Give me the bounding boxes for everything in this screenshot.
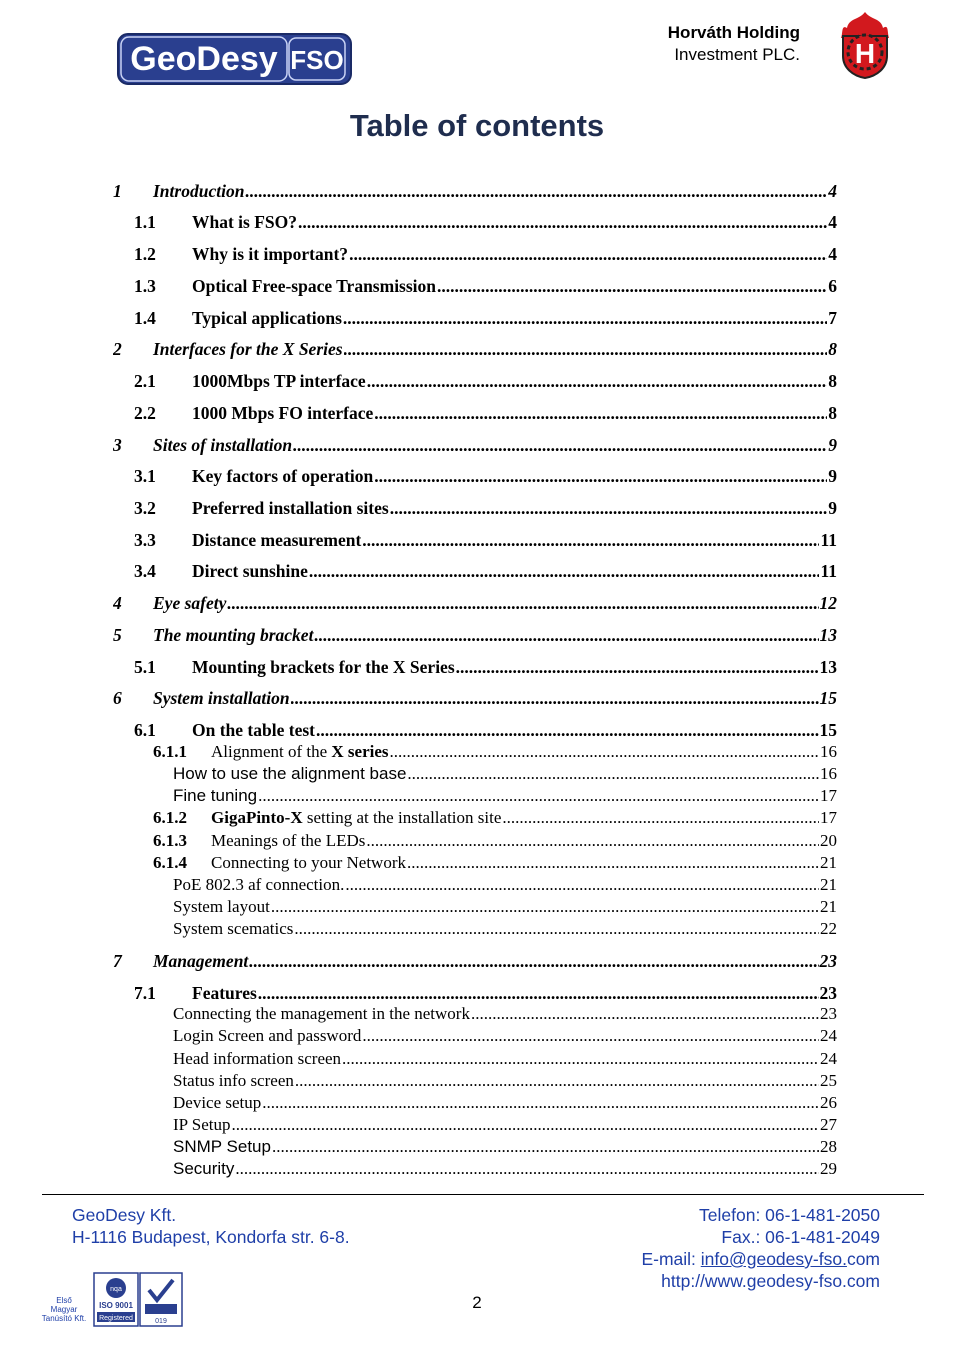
toc-entry-title: Direct sunshine: [192, 561, 308, 581]
toc-page-number: 20: [820, 831, 837, 850]
toc-page-number: 4: [828, 244, 837, 264]
toc-entry-number: 5.1: [134, 657, 156, 677]
toc-entry[interactable]: [153, 742, 837, 762]
toc-entry-number: 4: [113, 593, 122, 613]
toc-page-number: 6: [828, 276, 837, 296]
toc-entry-title-part: setting at the installation site: [302, 808, 502, 827]
toc-entry-title: Why is it important?: [192, 244, 349, 264]
toc-entry-number: 6.1.4: [153, 853, 187, 872]
toc-entry[interactable]: [134, 244, 837, 265]
toc-entry[interactable]: [173, 1004, 837, 1024]
company-name: Horváth Holding: [667, 23, 800, 42]
toc-entry[interactable]: [134, 498, 837, 519]
toc-entry[interactable]: [153, 808, 837, 828]
toc-page-number: 9: [828, 498, 837, 518]
toc-entry[interactable]: [134, 403, 837, 424]
toc-entry-title: Security: [173, 1159, 235, 1178]
toc-dot-leader: [294, 919, 819, 939]
company-sub: Investment PLC.: [674, 45, 800, 64]
toc-dot-leader: [367, 371, 828, 392]
footer-web-link[interactable]: http://www.geodesy-fso.com: [661, 1271, 880, 1291]
toc-entry[interactable]: [173, 1093, 837, 1113]
toc-page-number: 25: [820, 1071, 837, 1090]
toc-dot-leader: [456, 657, 819, 678]
toc-page-number: 4: [828, 181, 837, 201]
toc-page-number: 29: [820, 1159, 837, 1178]
toc-entry-title: Management: [153, 951, 249, 971]
toc-entry-title: Connecting the management in the network: [173, 1004, 470, 1023]
toc-entry-title: Features: [192, 983, 257, 1003]
toc-entry-title: PoE 802.3 af connection.: [173, 875, 345, 894]
toc-dot-leader: [407, 764, 819, 784]
toc-dot-leader: [390, 498, 828, 519]
toc-entry[interactable]: [173, 1137, 837, 1157]
toc-entry[interactable]: [113, 339, 837, 360]
toc-page-number: 12: [819, 593, 837, 613]
toc-entry-title: [211, 742, 389, 762]
toc-page-number: 24: [820, 1026, 837, 1045]
toc-entry[interactable]: [134, 212, 837, 233]
toc-entry-number: 2: [113, 339, 122, 359]
footer-divider: [42, 1194, 924, 1195]
toc-entry-number: 6.1.1: [153, 742, 187, 761]
toc-entry[interactable]: [134, 983, 837, 1004]
toc-entry-number: 7: [113, 951, 122, 971]
toc-entry[interactable]: [173, 786, 837, 806]
toc-entry-title: Distance measurement: [192, 530, 362, 550]
toc-dot-leader: [437, 276, 827, 297]
toc-entry[interactable]: [113, 593, 837, 614]
toc-entry-title-part: X series: [331, 742, 389, 761]
toc-page-number: 9: [828, 435, 837, 455]
toc-page-number: 8: [828, 403, 837, 423]
toc-entry-title: [211, 808, 501, 828]
logo-sub-text: FSO: [290, 45, 344, 75]
toc-entry[interactable]: [153, 853, 837, 873]
toc-page-number: 17: [820, 808, 837, 827]
cert-line-2: Magyar: [50, 1305, 78, 1314]
toc-dot-leader: [314, 625, 818, 646]
toc-entry[interactable]: [134, 720, 837, 741]
toc-entry-title: What is FSO?: [192, 212, 298, 232]
toc-entry[interactable]: [134, 276, 837, 297]
toc-dot-leader: [362, 530, 819, 551]
toc-entry[interactable]: [134, 561, 837, 582]
toc-dot-leader: [293, 435, 827, 456]
toc-entry-title: On the table test: [192, 720, 315, 740]
toc-entry-title: Device setup: [173, 1093, 262, 1112]
page-number: 2: [472, 1293, 482, 1312]
toc-entry-number: 6: [113, 688, 122, 708]
toc-page-number: 16: [820, 742, 837, 761]
toc-page-number: 4: [828, 212, 837, 232]
toc-dot-leader: [258, 983, 819, 1004]
toc-entry-title: System scematics: [173, 919, 294, 938]
toc-entry-number: 3.1: [134, 466, 156, 486]
toc-entry[interactable]: [134, 657, 837, 678]
toc-page-number: 13: [819, 657, 837, 677]
iso-certification-icon: [93, 1272, 183, 1327]
toc-entry[interactable]: [173, 919, 837, 939]
toc-entry-number: 1: [113, 181, 122, 201]
toc-dot-leader: [502, 808, 819, 828]
toc-entry[interactable]: [113, 181, 837, 202]
toc-entry-title: [211, 853, 406, 873]
toc-entry[interactable]: [113, 688, 837, 709]
cert-line-1: Első: [56, 1296, 72, 1305]
footer-address: [72, 1204, 350, 1248]
toc-entry[interactable]: [173, 1115, 837, 1135]
cert-reg-text: Registered: [99, 1315, 133, 1322]
toc-page-number: 8: [828, 339, 837, 359]
toc-page-number: 16: [820, 764, 837, 783]
toc-dot-leader: [342, 1049, 819, 1069]
toc-entry-number: 3.3: [134, 530, 156, 550]
toc-entry[interactable]: [173, 1159, 837, 1179]
toc-entry-title: Interfaces for the X Series: [153, 339, 343, 359]
toc-entry-title-part: Alignment of the: [211, 742, 332, 761]
email-tail: com: [846, 1249, 880, 1269]
toc-entry-number: 2.2: [134, 403, 156, 423]
toc-dot-leader: [258, 786, 819, 806]
toc-entry-title: Sites of installation: [153, 435, 293, 455]
toc-dot-leader: [262, 1093, 819, 1113]
toc-page-number: 23: [819, 951, 837, 971]
toc-entry-title: System installation: [153, 688, 290, 708]
toc-page-number: 17: [820, 786, 837, 805]
toc-page-number: 15: [819, 720, 837, 740]
toc-dot-leader: [291, 688, 819, 709]
toc-dot-leader: [374, 403, 827, 424]
email-link[interactable]: info@geodesy-fso.: [700, 1249, 847, 1269]
toc-entry[interactable]: [173, 1071, 837, 1091]
toc-page-number: 23: [819, 983, 837, 1003]
toc-entry-title: [211, 831, 365, 851]
toc-entry[interactable]: [173, 875, 837, 895]
toc-entry[interactable]: [153, 831, 837, 851]
toc-entry-title: 1000 Mbps FO interface: [192, 403, 374, 423]
toc-page-number: 27: [820, 1115, 837, 1134]
toc-dot-leader: [366, 831, 819, 851]
toc-entry-title-part: Connecting to your Network: [211, 853, 406, 872]
cert-line-3: Tanúsító Kft.: [41, 1314, 87, 1323]
toc-entry-number: 2.1: [134, 371, 156, 391]
toc-entry-number: 3.2: [134, 498, 156, 518]
toc-dot-leader: [343, 308, 827, 329]
toc-entry-number: 1.4: [134, 308, 156, 328]
toc-dot-leader: [295, 1071, 819, 1091]
toc-page-number: 9: [828, 466, 837, 486]
toc-entry-number: 1.2: [134, 244, 156, 264]
footer-fax: Fax.: 06-1-481-2049: [721, 1227, 880, 1247]
toc-page-number: 13: [819, 625, 837, 645]
toc-dot-leader: [231, 1115, 819, 1135]
logo-main-text: GeoDesy: [130, 40, 278, 78]
toc-dot-leader: [245, 181, 827, 202]
toc-page-number: 23: [820, 1004, 837, 1023]
toc-page-number: 26: [820, 1093, 837, 1112]
toc-dot-leader: [390, 742, 819, 762]
cert-caption: [36, 1296, 92, 1323]
toc-page-number: 24: [820, 1049, 837, 1068]
footer-street: H-1116 Budapest, Kondorfa str. 6-8.: [72, 1227, 350, 1247]
toc-dot-leader: [298, 212, 827, 233]
toc-entry-title: SNMP Setup: [173, 1137, 271, 1156]
cert-num-text: 019: [155, 1318, 167, 1325]
toc-page-number: 21: [820, 853, 837, 872]
footer-email: [540, 1248, 880, 1270]
toc-entry-title-part: GigaPinto-X: [211, 808, 303, 827]
toc-entry-title: Optical Free-space Transmission: [192, 276, 437, 296]
toc-entry-title: Mounting brackets for the X Series: [192, 657, 455, 677]
toc-page-number: 11: [820, 530, 837, 550]
cert-iso-text: ISO 9001: [99, 1301, 133, 1310]
toc-entry-title: Status info screen: [173, 1071, 294, 1090]
toc-entry[interactable]: [134, 371, 837, 392]
email-label: E-mail:: [641, 1249, 701, 1269]
toc-page-number: 22: [820, 919, 837, 938]
toc-entry-number: 5: [113, 625, 122, 645]
toc-entry[interactable]: [134, 530, 837, 551]
badge-letter: H: [854, 38, 876, 69]
toc-entry[interactable]: [134, 308, 837, 329]
toc-dot-leader: [271, 897, 819, 917]
toc-dot-leader: [471, 1004, 819, 1024]
toc-dot-leader: [227, 593, 818, 614]
toc-entry-title: 1000Mbps TP interface: [192, 371, 366, 391]
toc-entry[interactable]: [113, 625, 837, 646]
toc-entry-number: 6.1.3: [153, 831, 187, 850]
toc-entry-title: How to use the alignment base: [173, 764, 407, 783]
toc-entry-title: Login Screen and password: [173, 1026, 362, 1045]
toc-entry-title: Head information screen: [173, 1049, 342, 1068]
toc-entry-title: System layout: [173, 897, 270, 916]
toc-entry[interactable]: [173, 764, 837, 784]
toc-entry-title: Introduction: [153, 181, 245, 201]
toc-entry-number: 6.1: [134, 720, 156, 740]
toc-dot-leader: [362, 1026, 819, 1046]
toc-entry-number: 3.4: [134, 561, 156, 581]
toc-dot-leader: [272, 1137, 819, 1157]
toc-page-number: 8: [828, 371, 837, 391]
toc-entry-title: Typical applications: [192, 308, 342, 328]
toc-dot-leader: [309, 561, 820, 582]
toc-page-number: 21: [820, 875, 837, 894]
toc-entry-title: IP Setup: [173, 1115, 231, 1134]
toc-entry[interactable]: [173, 897, 837, 917]
toc-entry-number: 6.1.2: [153, 808, 187, 827]
svg-text:nqa: nqa: [110, 1286, 122, 1293]
toc-page-number: 15: [819, 688, 837, 708]
page-title: Table of contents: [349, 108, 605, 143]
footer-company: GeoDesy Kft.: [72, 1205, 177, 1225]
toc-dot-leader: [249, 951, 818, 972]
toc-entry-number: 1.1: [134, 212, 156, 232]
toc-dot-leader: [345, 875, 819, 895]
toc-entry-title: Preferred installation sites: [192, 498, 389, 518]
footer-phone: Telefon: 06-1-481-2050: [699, 1205, 880, 1225]
toc-page-number: 7: [828, 308, 837, 328]
toc-entry[interactable]: [134, 466, 837, 487]
toc-entry-number: 1.3: [134, 276, 156, 296]
toc-page-number: 11: [820, 561, 837, 581]
toc-entry-number: 7.1: [134, 983, 156, 1003]
toc-entry[interactable]: [113, 435, 837, 456]
toc-dot-leader: [407, 853, 819, 873]
footer-contact: [540, 1204, 880, 1292]
toc-entry[interactable]: [113, 951, 837, 972]
toc-dot-leader: [344, 339, 828, 360]
toc-dot-leader: [349, 244, 827, 265]
toc-page-number: 21: [820, 897, 837, 916]
toc-entry-title: Key factors of operation: [192, 466, 374, 486]
toc-entry-number: 3: [113, 435, 122, 455]
toc-entry[interactable]: [173, 1026, 837, 1046]
toc-dot-leader: [374, 466, 827, 487]
toc-entry-title: The mounting bracket: [153, 625, 314, 645]
toc-entry[interactable]: [173, 1049, 837, 1069]
toc-entry-title: Fine tuning: [173, 786, 258, 805]
toc-dot-leader: [316, 720, 819, 741]
toc-entry-title: Eye safety: [153, 593, 227, 613]
toc-entry-title-part: Meanings of the LEDs: [211, 831, 366, 850]
toc-dot-leader: [235, 1159, 819, 1179]
toc-page-number: 28: [820, 1137, 837, 1156]
